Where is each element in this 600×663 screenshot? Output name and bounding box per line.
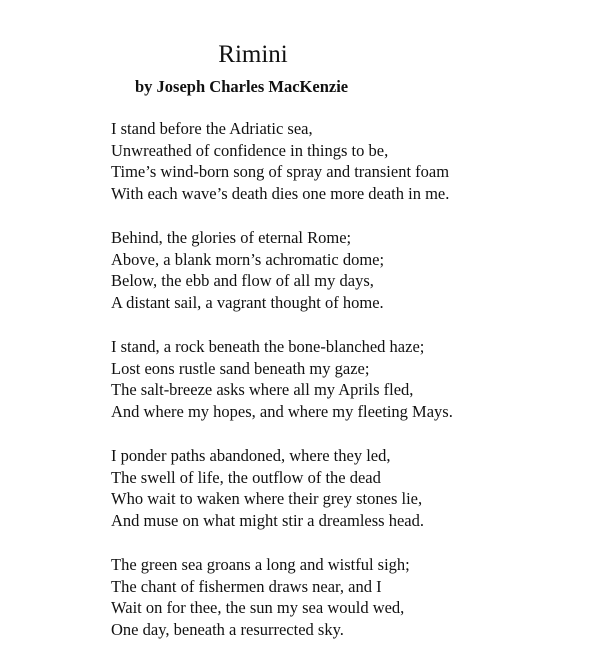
- poem-line: I stand before the Adriatic sea,: [111, 119, 313, 138]
- poem-title: Rimini: [218, 41, 288, 68]
- stanza-2: [111, 227, 591, 313]
- poem-line: Lost eons rustle sand beneath my gaze;: [111, 358, 370, 378]
- poem-line: One day, beneath a resurrected sky.: [111, 619, 344, 639]
- poem-line: I stand, a rock beneath the bone-blanched haze;: [111, 337, 425, 356]
- poem-byline: by Joseph Charles MacKenzie: [135, 77, 349, 96]
- stanza-1: [111, 118, 591, 204]
- poem-line: Behind, the glories of eternal Rome;: [111, 228, 352, 247]
- stanza-3: [111, 336, 591, 422]
- poem-line: Below, the ebb and flow of all my days,: [111, 271, 374, 290]
- poem-line: And muse on what might stir a dreamless head.: [111, 510, 424, 530]
- poem-line: The salt-breeze asks where all my Aprils fled,: [111, 380, 414, 399]
- poem-line: Time’s wind-born song of spray and transient foam: [111, 162, 450, 181]
- poem-line: A distant sail, a vagrant thought of home.: [111, 292, 384, 312]
- stanza-5: [111, 554, 591, 640]
- poem-line: With each wave’s death dies one more death in me.: [111, 183, 450, 203]
- stanza-4: [111, 445, 591, 531]
- poem-line: The chant of fishermen draws near, and I: [111, 576, 382, 596]
- poem-line: I ponder paths abandoned, where they led,: [111, 446, 391, 465]
- poem-line: The green sea groans a long and wistful sigh;: [111, 555, 410, 574]
- poem-body: [111, 118, 591, 663]
- poem-line: Who wait to waken where their grey stones lie,: [111, 489, 423, 508]
- poem-line: Unwreathed of confidence in things to be,: [111, 140, 389, 160]
- poem-line: Above, a blank morn’s achromatic dome;: [111, 249, 385, 269]
- poem-line: The swell of life, the outflow of the dead: [111, 467, 381, 487]
- poem-line: And where my hopes, and where my fleeting Mays.: [111, 401, 453, 421]
- poem-line: Wait on for thee, the sun my sea would wed,: [111, 598, 405, 617]
